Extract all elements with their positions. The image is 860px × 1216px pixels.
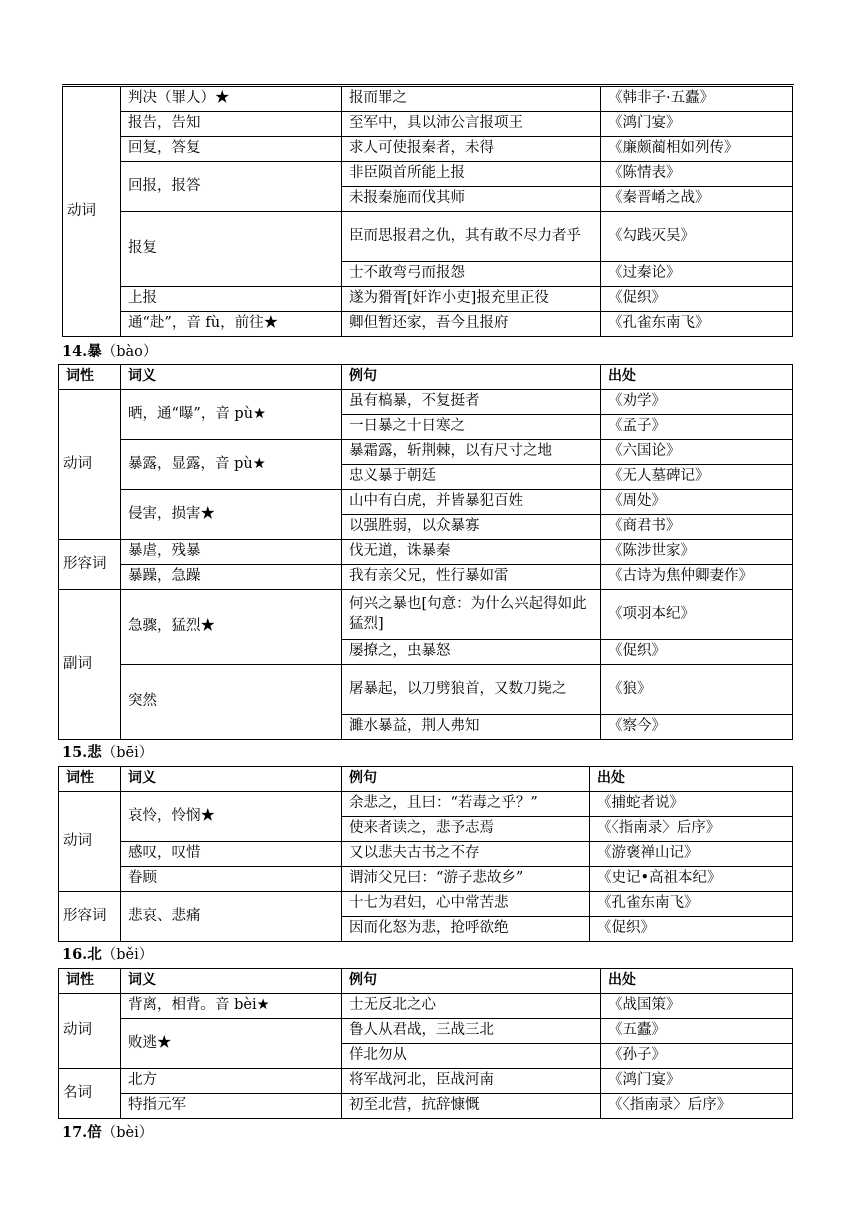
table-row (59, 1019, 793, 1044)
heading-pinyin: （běi） (101, 947, 154, 963)
source-cell: 《游褒禅山记》 (590, 842, 793, 867)
table-section-14 (58, 364, 793, 740)
source-cell: 《捕蛇者说》 (590, 792, 793, 817)
heading-title: 16.北 (62, 946, 102, 963)
meaning-cell: 突然 (121, 665, 342, 740)
meaning-cell: 悲哀、悲痛 (121, 892, 342, 942)
example-cell: 非臣陨首所能上报 (342, 162, 601, 187)
section-heading (62, 1124, 153, 1142)
source-cell: 《鸿门宴》 (601, 112, 793, 137)
source-cell: 《〈指南录〉后序》 (601, 1094, 793, 1119)
example-cell: 士不敢弯弓而报怨 (342, 262, 601, 287)
header-source: 出处 (601, 365, 793, 390)
header-source: 出处 (601, 969, 793, 994)
header-pos: 词性 (59, 365, 121, 390)
table-row (63, 212, 793, 262)
meaning-cell: 特指元军 (121, 1094, 342, 1119)
example-cell: 暴霜露，斩荆棘，以有尺寸之地 (342, 440, 601, 465)
meaning-cell: 通“赴”，音 fù，前往★ (121, 312, 342, 337)
meaning-cell: 侵害，损害★ (121, 490, 342, 540)
source-cell: 《〈指南录〉后序》 (590, 817, 793, 842)
table-section-15 (58, 766, 793, 942)
pos-cell: 形容词 (59, 892, 121, 942)
heading-title: 14.暴 (62, 343, 102, 360)
meaning-cell: 暴露，显露，音 pù★ (121, 440, 342, 490)
example-cell: 报而罪之 (342, 87, 601, 112)
header-meaning: 词义 (121, 365, 342, 390)
meaning-cell: 回报，报答 (121, 162, 342, 212)
table-row (59, 1094, 793, 1119)
section-heading (62, 946, 153, 964)
header-meaning: 词义 (121, 969, 342, 994)
example-cell: 求人可使报秦者，未得 (342, 137, 601, 162)
header-pos: 词性 (59, 767, 121, 792)
source-cell: 《无人墓碑记》 (601, 465, 793, 490)
meaning-cell: 暴躁，急躁 (121, 565, 342, 590)
example-cell: 使来者读之，悲予志焉 (342, 817, 590, 842)
header-source: 出处 (590, 767, 793, 792)
pos-cell: 副词 (59, 590, 121, 740)
heading-pinyin: （bào） (101, 344, 158, 360)
heading-title: 15.悲 (62, 744, 102, 761)
source-cell: 《鸿门宴》 (601, 1069, 793, 1094)
meaning-cell: 报告，告知 (121, 112, 342, 137)
pos-cell: 名词 (59, 1069, 121, 1119)
meaning-cell: 急骤，猛烈★ (121, 590, 342, 665)
example-cell: 鲁人从君战，三战三北 (342, 1019, 601, 1044)
table-row (59, 842, 793, 867)
source-cell: 《孔雀东南飞》 (601, 312, 793, 337)
example-cell: 士无反北之心 (342, 994, 601, 1019)
example-cell: 我有亲父兄，性行暴如雷 (342, 565, 601, 590)
table-header-row (59, 969, 793, 994)
source-cell: 《促织》 (601, 287, 793, 312)
header-pos: 词性 (59, 969, 121, 994)
table-section-16 (58, 968, 793, 1119)
meaning-cell: 回复，答复 (121, 137, 342, 162)
example-cell: 臣而思报君之仇，其有敢不尽力者乎 (342, 212, 601, 262)
source-cell: 《陈情表》 (601, 162, 793, 187)
source-cell: 《项羽本纪》 (601, 590, 793, 640)
table-row (59, 1069, 793, 1094)
table-row (63, 287, 793, 312)
section-heading (62, 343, 157, 361)
source-cell: 《勾践灭吴》 (601, 212, 793, 262)
meaning-cell: 晒，通“曝”，音 pù★ (121, 390, 342, 440)
table-row (59, 390, 793, 415)
table-row (59, 665, 793, 715)
example-cell: 至军中，具以沛公言报项王 (342, 112, 601, 137)
table-row (63, 112, 793, 137)
source-cell: 《狼》 (601, 665, 793, 715)
source-cell: 《战国策》 (601, 994, 793, 1019)
source-cell: 《促织》 (601, 640, 793, 665)
header-meaning: 词义 (121, 767, 342, 792)
example-cell: 遂为猾胥[奸诈小吏]报充里正役 (342, 287, 601, 312)
example-cell: 初至北营，抗辞慷慨 (342, 1094, 601, 1119)
meaning-cell: 感叹，叹惜 (121, 842, 342, 867)
pos-cell: 形容词 (59, 540, 121, 590)
meaning-cell: 北方 (121, 1069, 342, 1094)
pos-cell: 动词 (59, 792, 121, 892)
meaning-cell: 判决（罪人）★ (121, 87, 342, 112)
table-row (59, 590, 793, 640)
meaning-cell: 报复 (121, 212, 342, 287)
example-cell: 忠义暴于朝廷 (342, 465, 601, 490)
source-cell: 《过秦论》 (601, 262, 793, 287)
top-rule (62, 84, 794, 85)
table-row (59, 994, 793, 1019)
meaning-cell: 败逃★ (121, 1019, 342, 1069)
header-example: 例句 (342, 365, 601, 390)
source-cell: 《周处》 (601, 490, 793, 515)
example-cell: 将军战河北，臣战河南 (342, 1069, 601, 1094)
example-cell: 屠暴起，以刀劈狼首，又数刀毙之 (342, 665, 601, 715)
source-cell: 《五蠹》 (601, 1019, 793, 1044)
example-cell: 濉水暴益，荆人弗知 (342, 715, 601, 740)
meaning-cell: 上报 (121, 287, 342, 312)
source-cell: 《孔雀东南飞》 (590, 892, 793, 917)
heading-pinyin: （bēi） (101, 745, 154, 761)
example-cell: 因而化怒为悲，抢呼欲绝 (342, 917, 590, 942)
source-cell: 《韩非子·五蠹》 (601, 87, 793, 112)
example-cell: 又以悲夫古书之不存 (342, 842, 590, 867)
pos-cell: 动词 (63, 87, 121, 337)
source-cell: 《秦晋崤之战》 (601, 187, 793, 212)
table-row (59, 892, 793, 917)
table-row (63, 137, 793, 162)
example-cell: 屡撩之，虫暴怒 (342, 640, 601, 665)
header-example: 例句 (342, 767, 590, 792)
heading-pinyin: （bèi） (101, 1125, 154, 1141)
example-cell: 十七为君妇，心中常苦悲 (342, 892, 590, 917)
meaning-cell: 眷顾 (121, 867, 342, 892)
pos-cell: 动词 (59, 994, 121, 1069)
section-heading (62, 744, 153, 762)
example-cell: 虽有槁暴，不复挺者 (342, 390, 601, 415)
source-cell: 《孟子》 (601, 415, 793, 440)
meaning-cell: 暴虐，残暴 (121, 540, 342, 565)
table-header-row (59, 767, 793, 792)
example-cell: 何兴之暴也[句意：为什么兴起得如此猛烈] (342, 590, 601, 640)
table-row (63, 312, 793, 337)
source-cell: 《促织》 (590, 917, 793, 942)
table-row (59, 565, 793, 590)
pos-cell: 动词 (59, 390, 121, 540)
example-cell: 佯北勿从 (342, 1044, 601, 1069)
table-row (59, 490, 793, 515)
table-row (59, 867, 793, 892)
example-cell: 谓沛父兄曰：“游子悲故乡” (342, 867, 590, 892)
heading-title: 17.倍 (62, 1124, 102, 1141)
meaning-cell: 哀怜，怜悯★ (121, 792, 342, 842)
source-cell: 《劝学》 (601, 390, 793, 415)
source-cell: 《陈涉世家》 (601, 540, 793, 565)
table-row (59, 540, 793, 565)
example-cell: 伐无道，诛暴秦 (342, 540, 601, 565)
table-row (59, 440, 793, 465)
example-cell: 以强胜弱，以众暴寡 (342, 515, 601, 540)
source-cell: 《古诗为焦仲卿妻作》 (601, 565, 793, 590)
example-cell: 一日暴之十日寒之 (342, 415, 601, 440)
source-cell: 《廉颇蔺相如列传》 (601, 137, 793, 162)
source-cell: 《商君书》 (601, 515, 793, 540)
example-cell: 未报秦施而伐其师 (342, 187, 601, 212)
example-cell: 卿但暂还家，吾今且报府 (342, 312, 601, 337)
meaning-cell: 背离，相背。音 bèi★ (121, 994, 342, 1019)
source-cell: 《察今》 (601, 715, 793, 740)
source-cell: 《孙子》 (601, 1044, 793, 1069)
example-cell: 余悲之，且曰：“若毒之乎？” (342, 792, 590, 817)
table-section-13 (62, 86, 793, 337)
table-header-row (59, 365, 793, 390)
source-cell: 《史记•高祖本纪》 (590, 867, 793, 892)
header-example: 例句 (342, 969, 601, 994)
source-cell: 《六国论》 (601, 440, 793, 465)
table-row (63, 87, 793, 112)
table-row (63, 162, 793, 187)
table-row (59, 792, 793, 817)
example-cell: 山中有白虎，并皆暴犯百姓 (342, 490, 601, 515)
